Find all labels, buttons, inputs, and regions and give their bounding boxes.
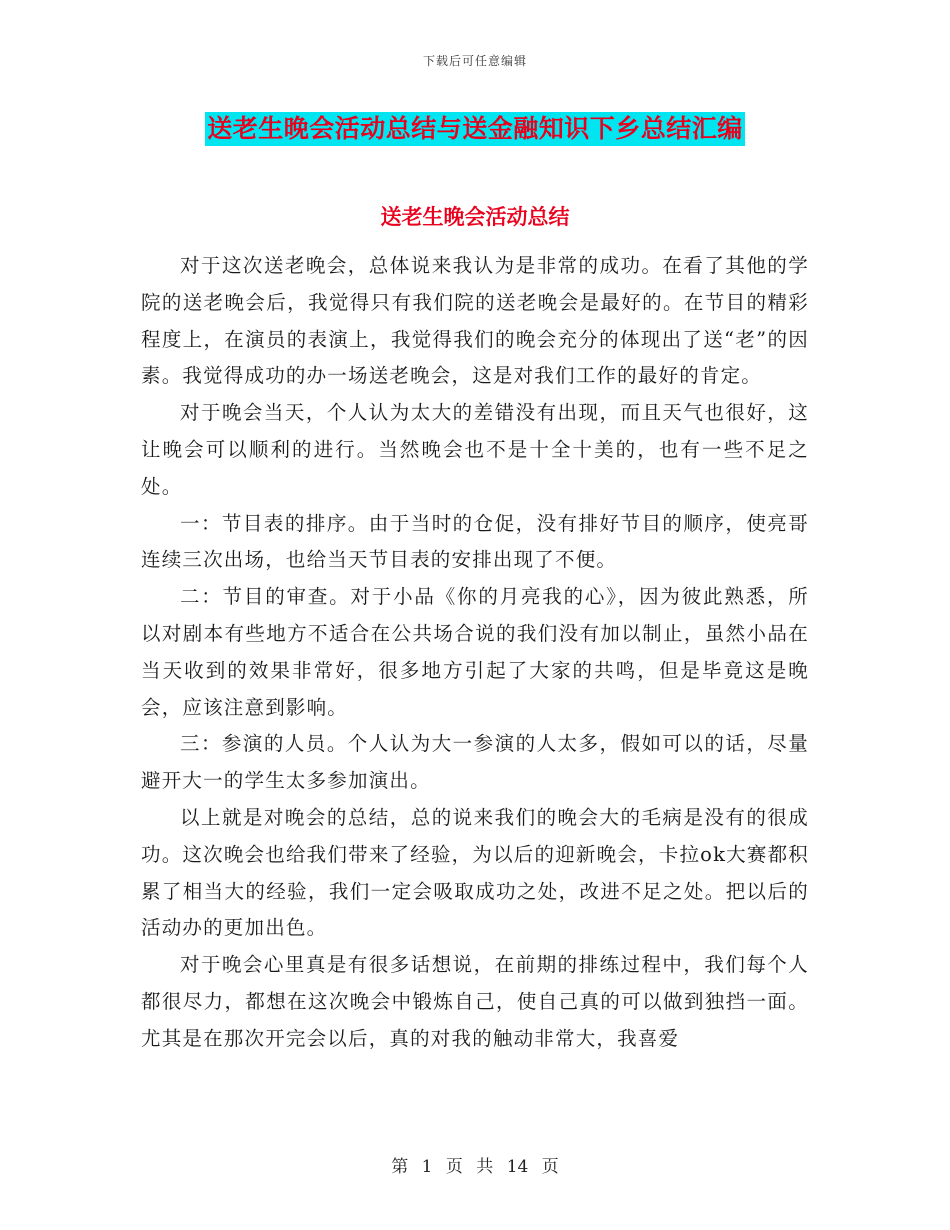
document-title-container bbox=[0, 112, 950, 146]
page-total-number: 14 bbox=[506, 1157, 529, 1177]
paragraph: 三：参演的人员。个人认为大一参演的人太多，假如可以的话，尽量避开大一的学生太多参加演出。 bbox=[141, 732, 809, 793]
page-header-note: 下载后可任意编辑 bbox=[422, 54, 527, 68]
document-title: 送老生晚会活动总结与送金融知识下乡总结汇编 bbox=[205, 112, 745, 146]
page-current-number: 1 bbox=[421, 1157, 433, 1177]
paragraph: 二：节目的审查。对于小品《你的月亮我的心》，因为彼此熟悉，所以对剧本有些地方不适合在公共场合说的我们没有加以制止，虽然小品在当天收到的效果非常好，很多地方引起了大家的共鸣，但是毕竟这是晚会，应该注意到影响。 bbox=[141, 585, 809, 719]
paragraph: 对于晚会当天，个人认为太大的差错没有出现，而且天气也很好，这让晚会可以顺利的进行。当然晚会也不是十全十美的，也有一些不足之处。 bbox=[141, 401, 809, 498]
total-unit: 页 bbox=[541, 1157, 559, 1177]
paragraph: 对于这次送老晚会，总体说来我认为是非常的成功。在看了其他的学院的送老晚会后，我觉得只有我们院的送老晚会是最好的。在节目的精彩程度上，在演员的表演上，我觉得我们的晚会充分的体现出了送“老”的因素。我觉得成功的办一场送老晚会，这是对我们工作的最好的肯定。 bbox=[141, 254, 809, 388]
total-label: 共 bbox=[476, 1157, 494, 1177]
page-footer bbox=[0, 1152, 950, 1177]
page-unit: 页 bbox=[445, 1157, 463, 1177]
section-title: 送老生晚会活动总结 bbox=[380, 204, 570, 229]
paragraph: 对于晚会心里真是有很多话想说，在前期的排练过程中，我们每个人都很尽力，都想在这次晚会中锻炼自己，使自己真的可以做到独挡一面。尤其是在那次开完会以后，真的对我的触动非常大，我喜爱 bbox=[141, 953, 809, 1050]
paragraph: 以上就是对晚会的总结，总的说来我们的晚会大的毛病是没有的很成功。这次晚会也给我们带来了经验，为以后的迎新晚会，卡拉ok大赛都积累了相当大的经验，我们一定会吸取成功之处，改进不足之处。把以后的活动办的更加出色。 bbox=[141, 805, 809, 940]
paragraph: 一：节目表的排序。由于当时的仓促，没有排好节目的顺序，使亮哥连续三次出场，也给当天节目表的安排出现了不便。 bbox=[141, 511, 809, 572]
document-body bbox=[141, 248, 809, 1058]
page-label: 第 bbox=[391, 1157, 409, 1177]
